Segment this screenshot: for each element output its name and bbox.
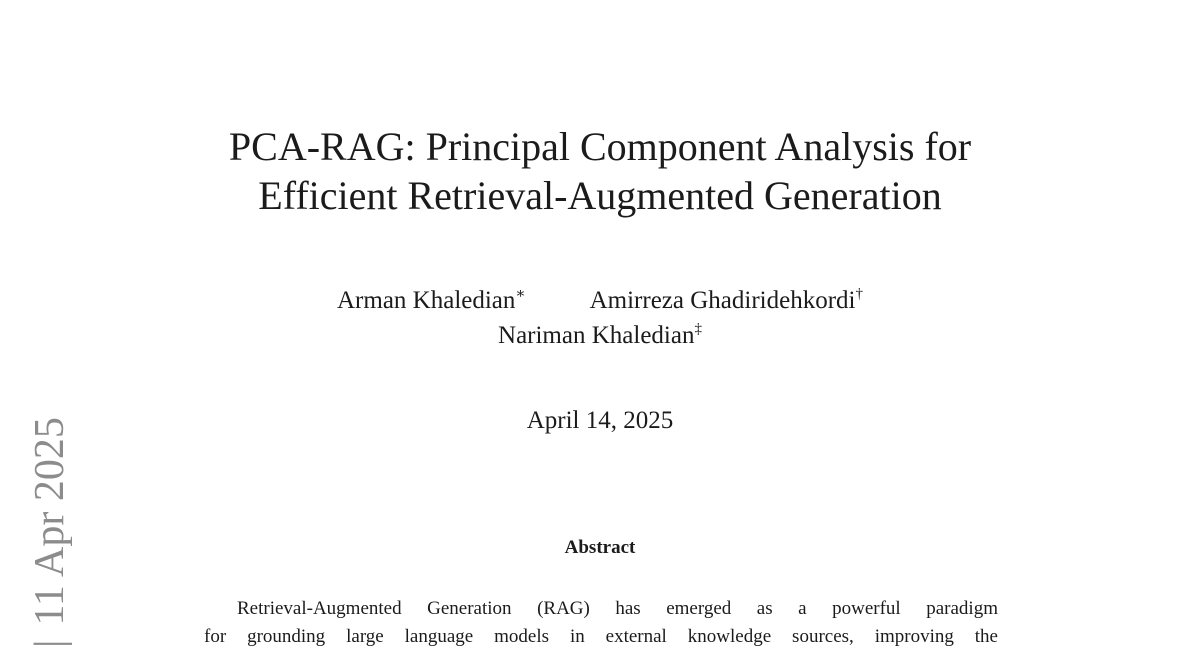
abstract-line-2: for grounding large language models in external knowledge sources, improving the: [204, 626, 998, 647]
paper-title-line-2: Efficient Retrieval-Augmented Generation: [258, 173, 942, 218]
arxiv-stamp-bar: |: [27, 639, 73, 648]
abstract-heading: Abstract: [564, 537, 636, 558]
author-1-footnote-mark: ∗: [515, 286, 526, 302]
author-2-footnote-mark: †: [855, 286, 863, 302]
author-row-1: [0, 283, 1200, 318]
abstract-line-1: Retrieval-Augmented Generation (RAG) has emerged as a powerful paradigm: [237, 598, 998, 619]
paper-title: [0, 122, 1200, 220]
author-1-name: Arman Khaledian: [337, 287, 516, 314]
paper-date: April 14, 2025: [526, 407, 674, 434]
author-3-name: Nariman Khaledian: [498, 322, 695, 349]
author-1: [337, 283, 526, 318]
author-list: [0, 283, 1200, 353]
arxiv-stamp-date: 11 Apr 2025: [27, 417, 73, 626]
abstract-body: [204, 595, 998, 651]
author-2: [590, 283, 863, 318]
arxiv-margin-stamp: [28, 417, 72, 648]
author-3-footnote-mark: ‡: [694, 321, 702, 337]
author-row-2: [0, 318, 1200, 353]
author-3: [498, 318, 702, 353]
paper-title-line-1: PCA-RAG: Principal Component Analysis for: [228, 124, 972, 169]
author-2-name: Amirreza Ghadiridehkordi: [589, 287, 856, 314]
